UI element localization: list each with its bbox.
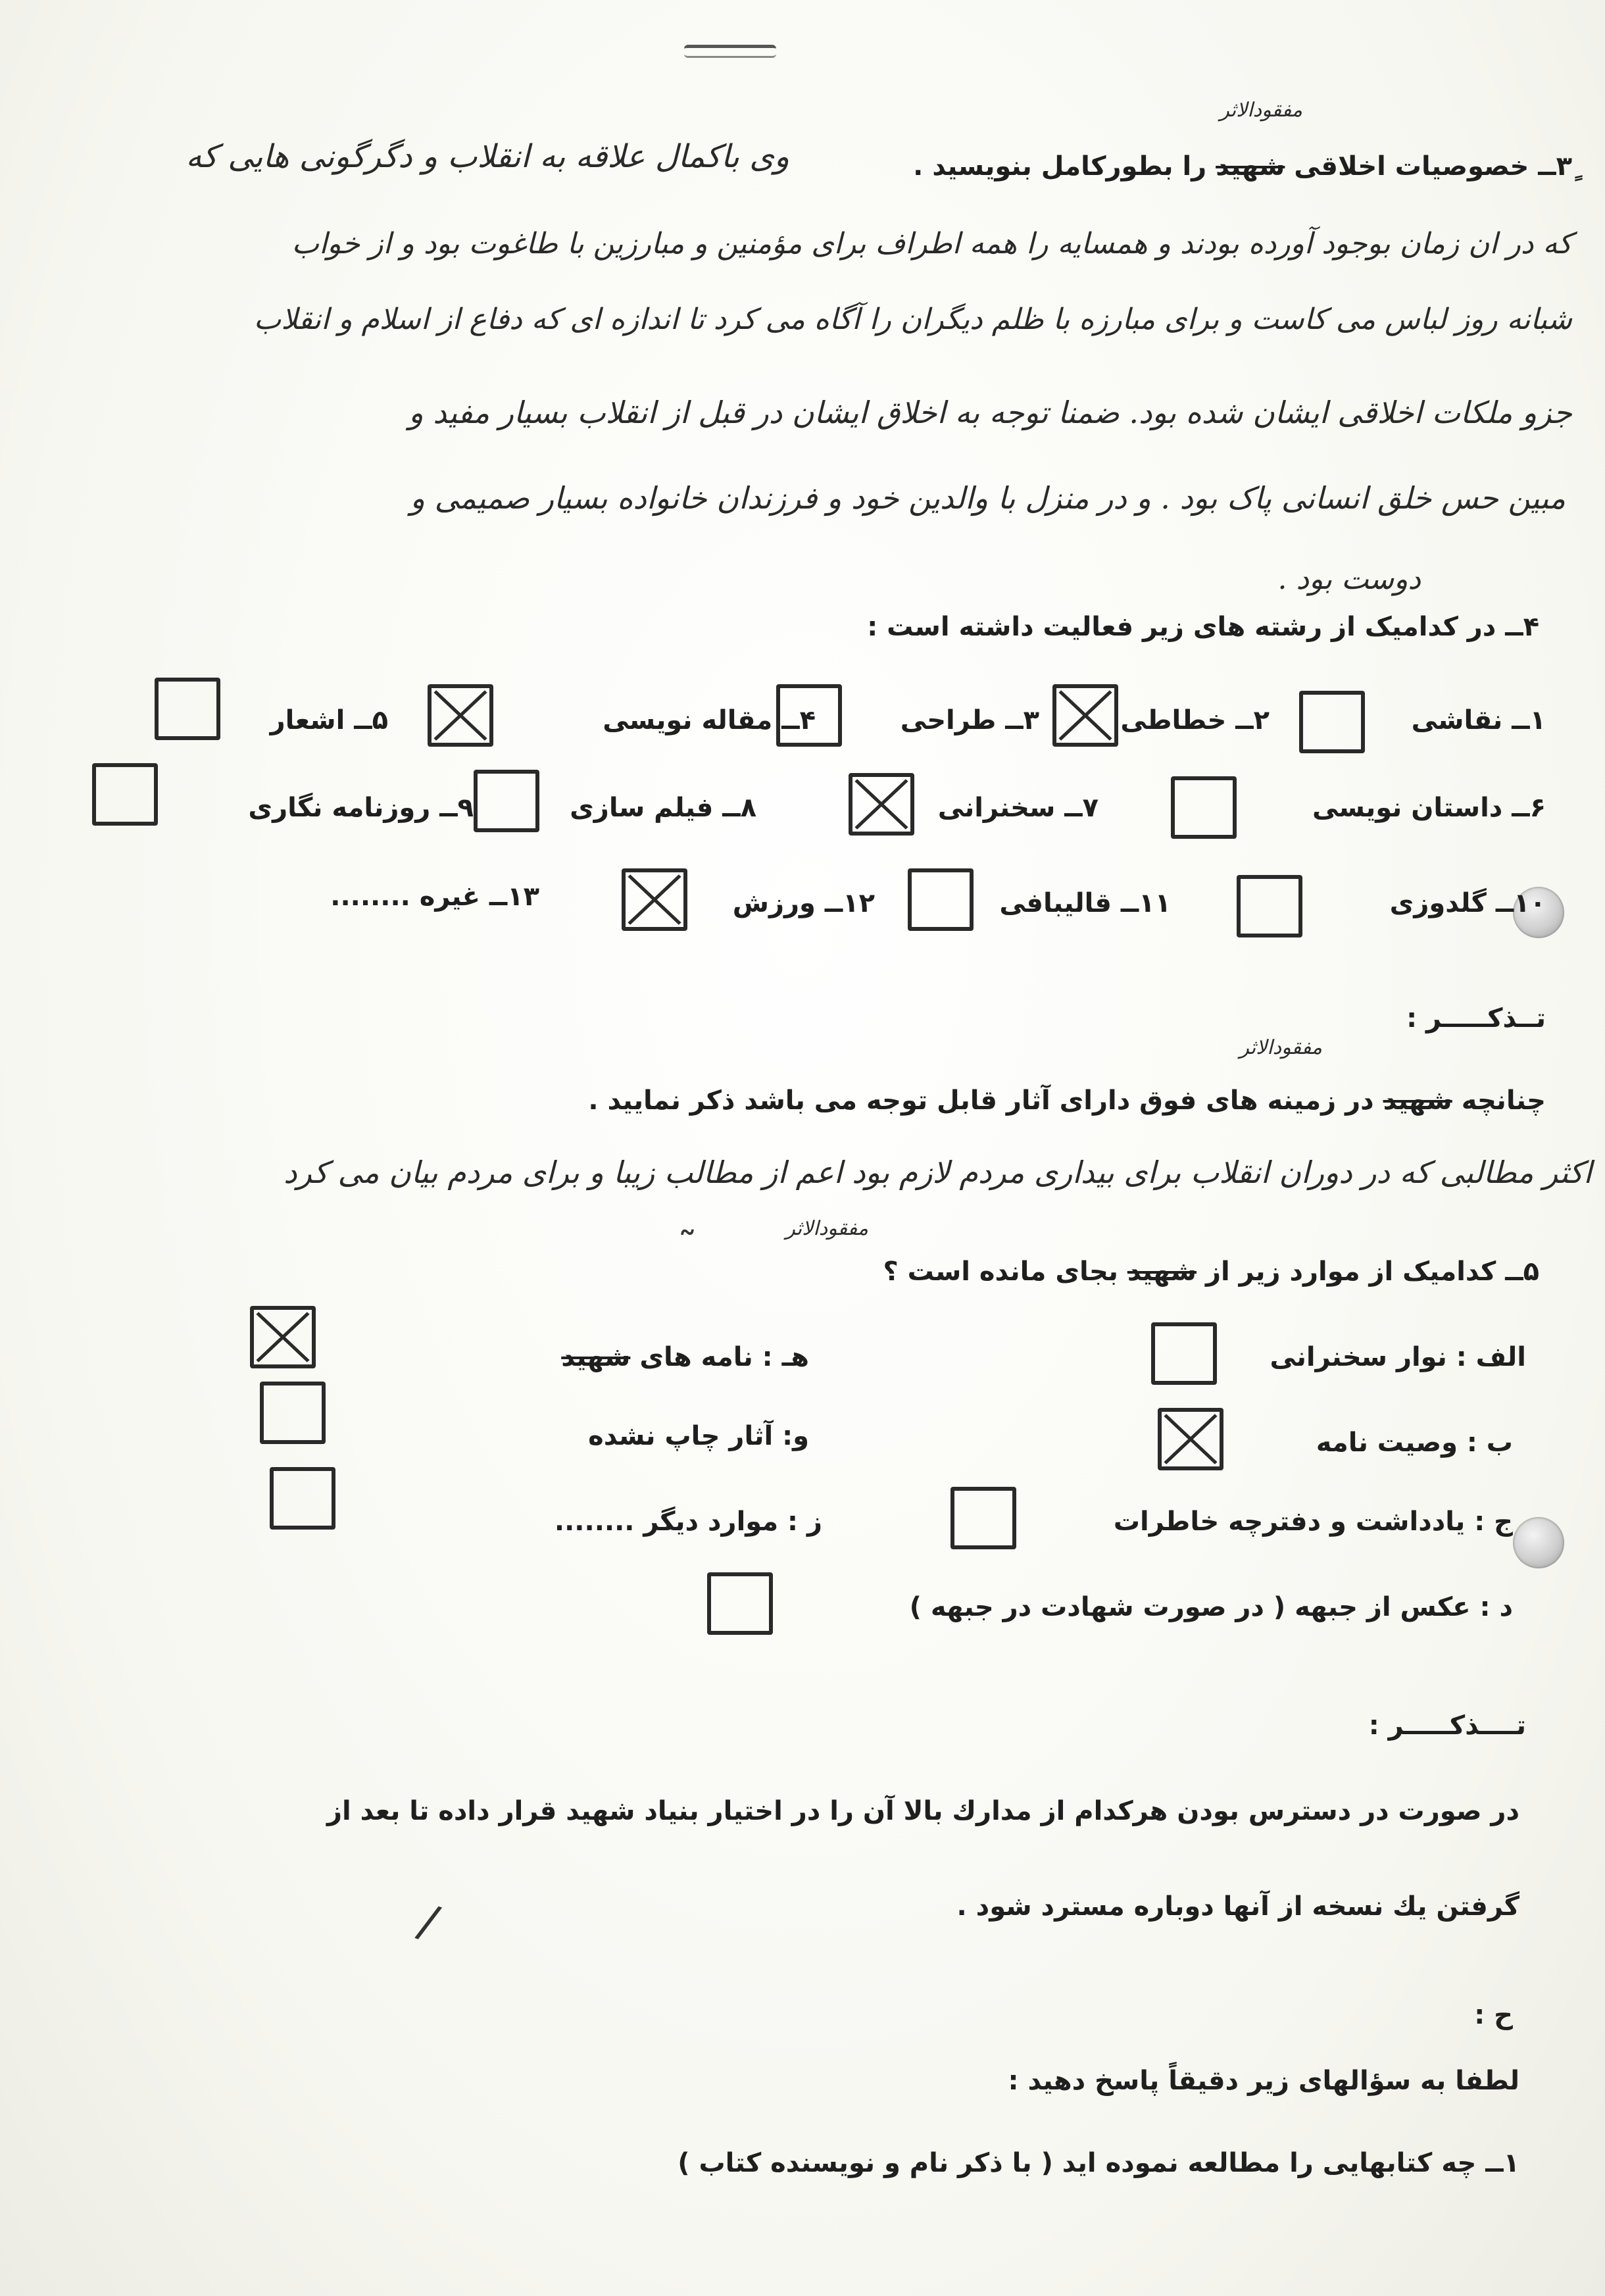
- q4-option-calligraphy-checkbox[interactable]: [1052, 684, 1118, 747]
- question-3: [913, 151, 1572, 182]
- q5-item-diary-label: ج : یادداشت و دفترچه خاطرات: [1113, 1507, 1513, 1537]
- question-3-post: را بطورکامل بنویسید .: [913, 151, 1207, 182]
- q4-option-embroidery-checkbox[interactable]: [1237, 875, 1302, 937]
- q5-item-diary-checkbox[interactable]: [951, 1487, 1016, 1549]
- punch-hole-bottom: [1513, 1517, 1564, 1568]
- q5-item-will-label: ب : وصیت نامه: [1316, 1428, 1513, 1458]
- q5-item-unpublished-label: و: آثار چاپ نشده: [588, 1421, 809, 1451]
- q4-option-article-label: ۴ــ مقاله نویسی: [603, 705, 816, 736]
- question-5-crossed: شهید: [1127, 1257, 1197, 1287]
- q5-item-letters-text: هـ : نامه های: [639, 1342, 809, 1372]
- q4-option-story-checkbox[interactable]: [1171, 776, 1237, 839]
- answer-3-line3: شبانه روز لباس می کاست و برای مبارزه با ظلم دیگران را آگاه می کرد تا اندازه ای که دفاع از اسلام و انقلاب: [253, 303, 1572, 336]
- q4-option-speech-label: ۷ــ سخنرانی: [937, 793, 1099, 823]
- note-1-answer: اکثر مطالبی که در دوران انقلاب برای بیداری مردم لازم بود اعم از مطالب زیبا و برای مردم بیان می کرد: [284, 1155, 1592, 1190]
- answer-3-line4: جزو ملکات اخلاقی ایشان شده بود. ضمنا توجه به اخلاق ایشان در قبل از انقلاب بسیار مفید و: [408, 395, 1572, 430]
- question-4: ۴ــ در کدامیک از رشته های زیر فعالیت داشته است :: [867, 612, 1539, 642]
- note-1-pre: چنانچه: [1461, 1086, 1546, 1116]
- q4-option-journalism-checkbox[interactable]: [92, 763, 158, 826]
- q4-option-poetry-label: ۵ــ اشعار: [270, 705, 388, 736]
- q4-option-film-label: ۸ــ فیلم سازی: [570, 793, 756, 823]
- answer-3-line2: که در ان زمان بوجود آورده بودند و همسایه را همه اطراف برای مؤمنین و مبارزین با طاغوت بود و از خواب: [291, 227, 1572, 261]
- q5-item-photo-checkbox[interactable]: [707, 1572, 773, 1635]
- q5-item-other-label: ز : موارد دیگر ........: [554, 1507, 822, 1537]
- q4-option-other-label: ۱۳ــ غیره ........: [330, 882, 539, 912]
- stray-stroke: /: [412, 1893, 445, 1950]
- q5-item-audio-label: الف : نوار سخنرانی: [1270, 1342, 1526, 1372]
- q4-option-article-checkbox[interactable]: [428, 684, 493, 747]
- q4-option-sport-label: ۱۲ــ ورزش: [732, 888, 875, 918]
- q4-option-film-checkbox[interactable]: [474, 770, 539, 832]
- note-2-title: تــــذکـــــر :: [1368, 1710, 1526, 1741]
- note-1-crossed: شهید: [1383, 1086, 1452, 1116]
- answer-3-line6: دوست بود .: [1277, 562, 1421, 596]
- q4-option-design-label: ۳ــ طراحی: [900, 705, 1039, 736]
- answer-3-line5: مبین حس خلق انسانی پاک بود . و در منزل با والدین خود و فرزندان خانواده بسیار صمیمی و: [410, 480, 1566, 516]
- section-h-intro: لطفا به سؤالهای زیر دقیقاً پاسخ دهید :: [1008, 2066, 1519, 2096]
- question-3-label: ٍ۳ــ: [1538, 151, 1572, 182]
- q4-option-calligraphy-label: ۲ــ خطاطی: [1120, 705, 1270, 736]
- q5-item-will-checkbox[interactable]: [1158, 1408, 1223, 1470]
- q4-option-painting-checkbox[interactable]: [1299, 691, 1365, 753]
- question-5: [883, 1257, 1539, 1287]
- q4-option-embroidery-label: ۱۰ــ گلدوزی: [1389, 888, 1546, 918]
- question-3-pre: خصوصیات اخلاقی: [1294, 151, 1529, 182]
- q5-item-unpublished-checkbox[interactable]: [260, 1382, 326, 1444]
- q4-option-painting-label: ۱ــ نقاشی: [1411, 705, 1546, 736]
- note-1-text: [588, 1086, 1546, 1116]
- q5-item-letters-label: [561, 1342, 809, 1372]
- question-3-insert: مفقودالاثر: [1220, 99, 1302, 122]
- section-h-question-1: ۱ــ چه کتابهایی را مطالعه نموده اید ( با ذکر نام و نویسنده کتاب ): [678, 2148, 1519, 2178]
- q4-option-story-label: ۶ــ داستان نویسی: [1312, 793, 1546, 823]
- question-3-crossed: شهید: [1216, 151, 1285, 182]
- q5-item-letters-crossed: شهید: [561, 1342, 631, 1372]
- stray-mark: ˜: [678, 1224, 697, 1270]
- q5-item-letters-checkbox[interactable]: [250, 1306, 316, 1368]
- q5-item-audio-checkbox[interactable]: [1151, 1322, 1217, 1385]
- note-2-line1: در صورت در دسترس بودن هرکدام از مدارك بالا آن را در اختیار بنیاد شهید قرار داده تا بعد از: [327, 1796, 1519, 1826]
- question-5-pre: ۵ــ کدامیک از موارد زیر از: [1205, 1257, 1539, 1287]
- q5-item-photo-label: د : عکس از جبهه ( در صورت شهادت در جبهه ): [909, 1592, 1513, 1622]
- note-1-insert: مفقودالاثر: [1239, 1036, 1322, 1059]
- note-2-line2: گرفتن یك نسخه از آنها دوباره مسترد شود .: [956, 1891, 1519, 1922]
- answer-3-line1: وی باکمال علاقه به انقلاب و دگرگونی هایی که: [185, 138, 789, 175]
- q4-option-speech-checkbox[interactable]: [849, 773, 914, 836]
- q4-option-journalism-label: ۹ــ روزنامه نگاری: [248, 793, 474, 823]
- section-h-label: ح :: [1474, 2000, 1513, 2030]
- q5-item-other-checkbox[interactable]: [270, 1467, 335, 1530]
- q4-option-sport-checkbox[interactable]: [622, 868, 687, 931]
- q4-option-carpet-label: ۱۱ــ قالیبافی: [999, 888, 1171, 918]
- staple-mark: [684, 45, 776, 58]
- q4-option-carpet-checkbox[interactable]: [908, 868, 974, 931]
- question-5-insert: مفقودالاثر: [785, 1217, 868, 1240]
- note-1-post: در زمینه های فوق دارای آثار قابل توجه می باشد ذکر نمایید .: [588, 1086, 1374, 1116]
- q4-option-poetry-checkbox[interactable]: [155, 678, 220, 740]
- note-1-title: تــذکـــــر :: [1406, 1003, 1546, 1034]
- question-5-post: بجای مانده است ؟: [883, 1257, 1118, 1287]
